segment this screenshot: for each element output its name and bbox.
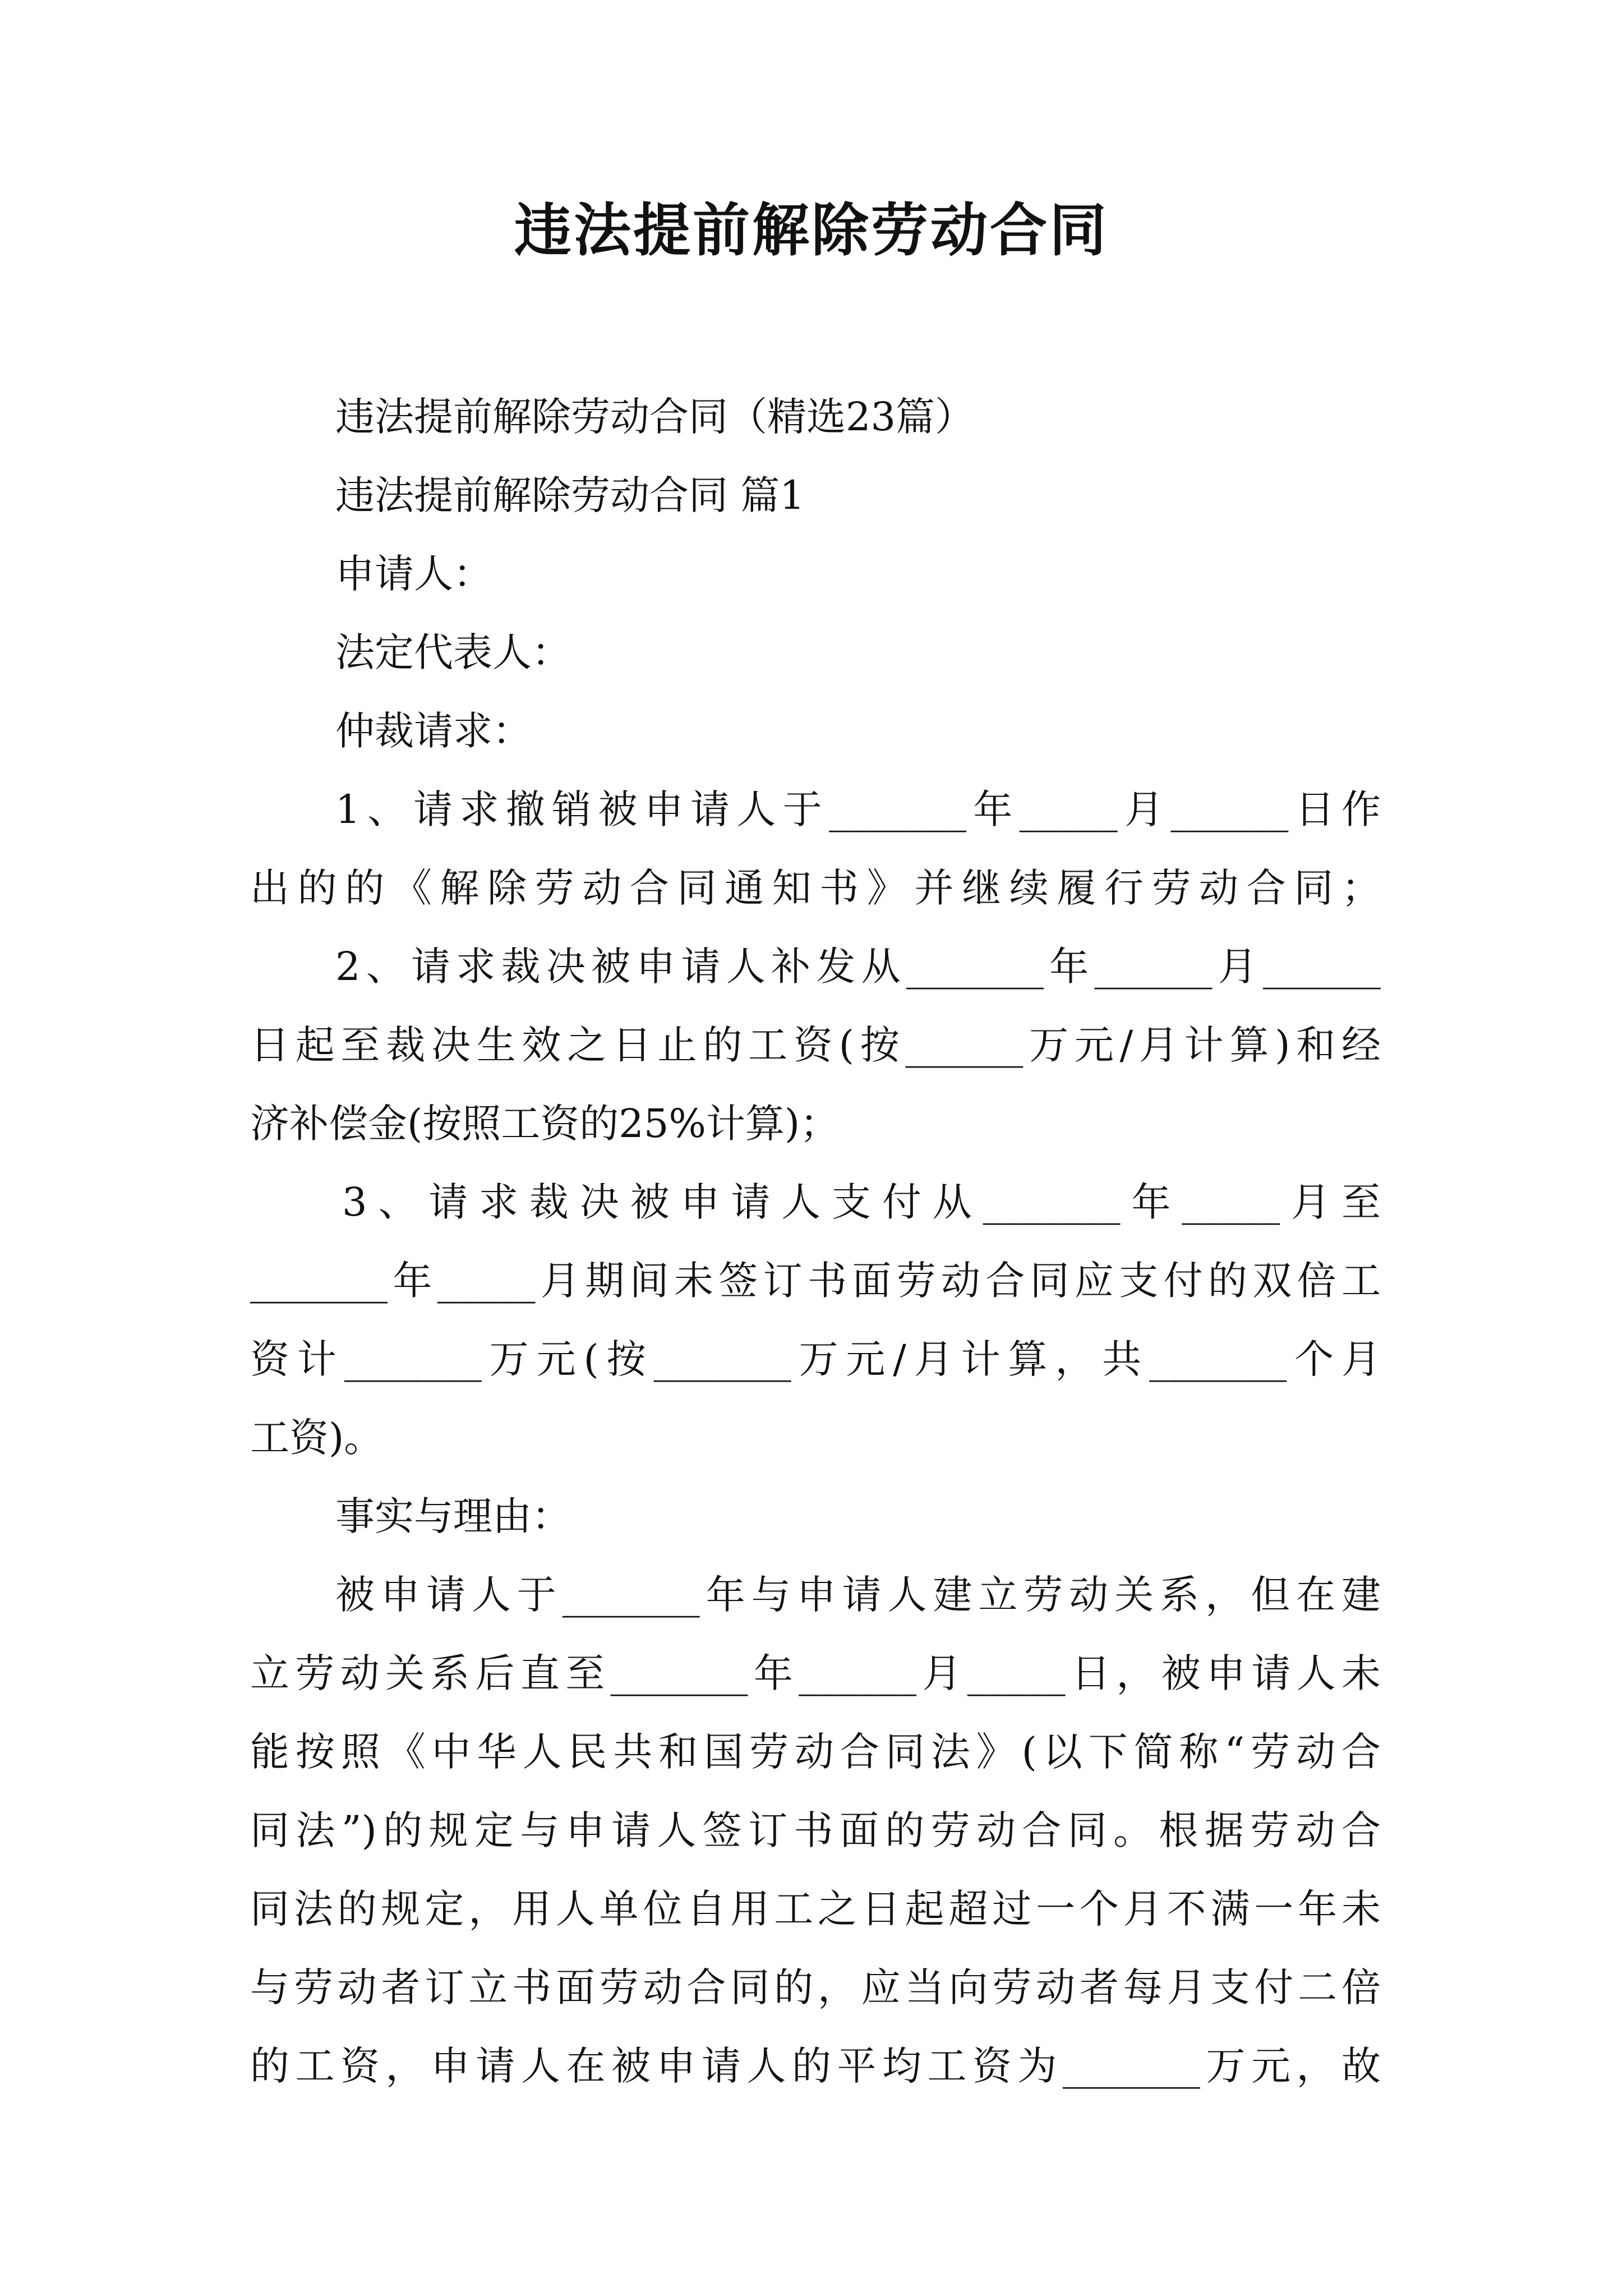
facts-line-6: 与劳动者订立书面劳动合同的，应当向劳动者每月支付二倍	[250, 1964, 1381, 2010]
request-3-line-1: 3、请求裁决被申请人支付从_______年_____月至	[342, 1179, 1381, 1225]
request-3-line-4: 工资)。	[250, 1415, 384, 1461]
facts-line-5: 同法的规定，用人单位自用工之日起超过一个月不满一年未	[250, 1886, 1381, 1932]
document-title: 违法提前解除劳动合同	[514, 197, 1109, 264]
facts-line-2: 立劳动关系后直至_______年______月_____日，被申请人未	[250, 1650, 1381, 1696]
applicant-label: 申请人：	[335, 551, 492, 597]
facts-and-reasons-label: 事实与理由：	[335, 1493, 571, 1539]
facts-line-1: 被申请人于_______年与申请人建立劳动关系，但在建	[335, 1572, 1381, 1618]
request-1-line-1: 1、请求撤销被申请人于_______年_____月______日作	[335, 786, 1381, 832]
request-1-line-2: 出的的《解除劳动合同通知书》并继续履行劳动合同；	[250, 865, 1381, 911]
facts-line-3: 能按照《中华人民共和国劳动合同法》(以下简称“劳动合	[250, 1729, 1381, 1775]
request-3-line-3: 资计_______万元(按_______万元/月计算，共_______个月	[250, 1336, 1381, 1382]
legal-representative-label: 法定代表人：	[335, 629, 571, 675]
arbitration-request-label: 仲裁请求：	[335, 708, 532, 754]
request-2-line-2: 日起至裁决生效之日止的工资(按______万元/月计算)和经	[250, 1022, 1381, 1068]
request-2-line-3: 济补偿金(按照工资的25%计算)；	[250, 1101, 840, 1147]
request-3-line-2: _______年_____月期间未签订书面劳动合同应支付的双倍工	[250, 1258, 1381, 1304]
request-2-line-1: 2、请求裁决被申请人补发从_______年______月______	[335, 944, 1381, 990]
facts-line-7: 的工资，申请人在被申请人的平均工资为_______万元，故	[250, 2043, 1381, 2089]
subtitle-line: 违法提前解除劳动合同（精选23篇）	[335, 394, 975, 440]
facts-line-4: 同法”)的规定与申请人签订书面的劳动合同。根据劳动合	[250, 1807, 1381, 1853]
section-heading: 违法提前解除劳动合同 篇1	[335, 472, 805, 518]
